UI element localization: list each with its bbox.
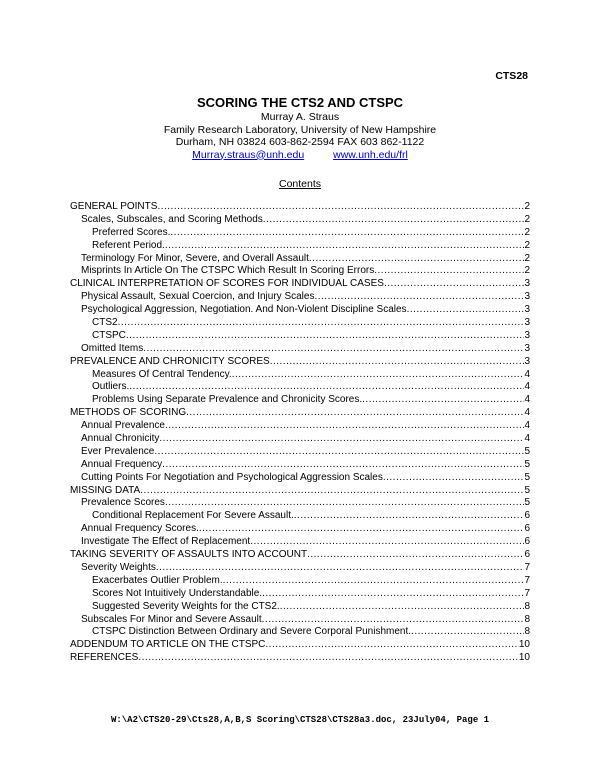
toc-dot-leader (294, 510, 525, 523)
toc-dot-leader (140, 485, 524, 498)
toc-entry-page: 5 (524, 471, 530, 483)
toc-dot-leader (126, 330, 525, 343)
toc-entry-label: Outliers. (92, 381, 130, 393)
toc-entry[interactable] (70, 588, 530, 601)
toc-entry[interactable] (70, 227, 530, 240)
toc-entry-label: Annual Frequency (81, 458, 163, 470)
toc-entry-page: 8 (524, 613, 530, 625)
toc-dot-leader (384, 278, 525, 291)
toc-dot-leader (165, 240, 525, 253)
toc-entry[interactable] (70, 201, 530, 214)
toc-entry-page: 7 (524, 561, 530, 573)
toc-entry[interactable] (70, 601, 530, 614)
toc-entry[interactable] (70, 652, 530, 665)
toc-dot-leader (154, 446, 524, 459)
toc-entry-page: 5 (524, 445, 530, 457)
address-line: Durham, NH 03824 603-862-2594 FAX 603 862-1122 (175, 136, 425, 148)
toc-dot-leader (156, 562, 525, 575)
toc-entry-label: ADDENDUM TO ARTICLE ON THE CTSPC (70, 639, 266, 651)
toc-entry-page: 10 (518, 639, 530, 651)
toc-dot-leader (407, 304, 525, 317)
toc-dot-leader (265, 639, 518, 652)
toc-entry-page: 6 (524, 549, 530, 561)
toc-entry-page: 6 (524, 510, 530, 522)
toc-entry-label: Preferred Scores. (92, 226, 171, 238)
toc-entry-label: Terminology For Minor, Severe, and Overall Assault (81, 252, 309, 264)
toc-entry-label: CTSPC (92, 329, 126, 341)
toc-dot-leader (232, 369, 525, 382)
toc-entry-label: Conditional Replacement For Severe Assault. (92, 510, 294, 522)
toc-entry[interactable] (70, 420, 530, 433)
toc-dot-leader (157, 201, 524, 214)
toc-entry-label: PREVALENCE AND CHRONICITY SCORES (70, 355, 270, 367)
toc-entry[interactable] (70, 214, 530, 227)
toc-dot-leader (280, 601, 525, 614)
toc-dot-leader (165, 497, 525, 510)
toc-entry-label: Scores Not Intuitively Understandable. (92, 587, 263, 599)
toc-entry-label: Psychological Aggression, Negotiation. And Non-Violent Discipline Scales (81, 304, 407, 316)
toc-entry-page: 10 (518, 652, 530, 664)
toc-entry-page: 6 (524, 536, 530, 548)
table-of-contents (70, 201, 530, 665)
toc-dot-leader (118, 317, 525, 330)
toc-entry-page: 4 (524, 368, 530, 380)
toc-entry[interactable] (70, 304, 530, 317)
toc-entry-label: MISSING DATA (70, 484, 141, 496)
toc-entry[interactable] (70, 485, 530, 498)
toc-dot-leader (270, 356, 525, 369)
toc-entry-page: 5 (524, 497, 530, 509)
toc-entry-label: Investigate The Effect of Replacement (81, 536, 251, 548)
toc-entry-page: 2 (524, 265, 530, 277)
toc-entry[interactable] (70, 356, 530, 369)
toc-entry-label: Ever Prevalence (81, 445, 155, 457)
toc-dot-leader (138, 652, 519, 665)
toc-entry-label: GENERAL POINTS (70, 201, 158, 212)
toc-entry[interactable] (70, 549, 530, 562)
toc-entry[interactable] (70, 614, 530, 627)
toc-entry-page: 5 (524, 484, 530, 496)
toc-entry[interactable] (70, 265, 530, 278)
toc-entry-label: CLINICAL INTERPRETATION OF SCORES FOR INDIVIDUAL CASES (70, 278, 384, 290)
toc-dot-leader (262, 614, 525, 627)
toc-entry[interactable] (70, 240, 530, 253)
toc-entry[interactable] (70, 497, 530, 510)
toc-entry-page: 3 (524, 278, 530, 290)
contact-links (0, 149, 600, 162)
toc-dot-leader (250, 536, 524, 549)
toc-dot-leader (129, 381, 524, 394)
toc-dot-leader (362, 394, 524, 407)
email-link[interactable]: Murray.straus@unh.edu (192, 148, 305, 161)
toc-dot-leader (314, 291, 524, 304)
toc-entry[interactable] (70, 343, 530, 356)
toc-dot-leader (186, 407, 524, 420)
toc-entry-label: Prevalence Scores (81, 497, 165, 509)
toc-entry-label: Suggested Severity Weights for the CTS2. (92, 600, 280, 612)
contents-heading: Contents (278, 178, 322, 190)
affiliation: Family Research Laboratory, University of New Hampshire (163, 123, 437, 136)
toc-entry[interactable] (70, 381, 530, 394)
toc-entry-label: Annual Frequency Scores. (81, 523, 199, 535)
toc-entry-page: 4 (524, 407, 530, 419)
toc-entry[interactable] (70, 472, 530, 485)
toc-entry-page: 5 (524, 458, 530, 470)
toc-entry-page: 3 (524, 304, 530, 316)
toc-entry[interactable] (70, 433, 530, 446)
toc-entry-page: 3 (524, 291, 530, 303)
toc-entry-label: CTSPC Distinction Between Ordinary and Severe Corporal Punishment. (92, 626, 412, 638)
toc-entry-label: Exacerbates Outlier Problem. (92, 574, 223, 586)
toc-entry-label: Problems Using Separate Prevalence and Chronicity Scores. (92, 394, 363, 406)
toc-dot-leader (309, 253, 525, 266)
toc-entry-page: 2 (524, 239, 530, 251)
toc-entry-label: Severity Weights (81, 561, 156, 573)
toc-entry-label: Physical Assault, Sexual Coercion, and Injury Scales (81, 291, 315, 303)
toc-dot-leader (383, 472, 525, 485)
toc-entry[interactable] (70, 446, 530, 459)
toc-dot-leader (374, 265, 524, 278)
toc-entry-page: 4 (524, 420, 530, 432)
document-header (0, 95, 600, 161)
toc-entry[interactable] (70, 510, 530, 523)
toc-entry-page: 3 (524, 355, 530, 367)
toc-entry-page: 3 (524, 342, 530, 354)
page-title: SCORING THE CTS2 AND CTSPC (196, 95, 404, 110)
toc-entry-label: METHODS OF SCORING (70, 407, 187, 419)
toc-entry-page: 4 (524, 381, 530, 393)
toc-entry[interactable] (70, 278, 530, 291)
toc-dot-leader (263, 214, 525, 227)
toc-entry[interactable] (70, 394, 530, 407)
toc-dot-leader (411, 626, 524, 639)
toc-entry[interactable] (70, 253, 530, 266)
toc-dot-leader (199, 523, 525, 536)
toc-entry-label: CTS2 (92, 317, 118, 329)
toc-dot-leader (262, 588, 524, 601)
toc-entry[interactable] (70, 562, 530, 575)
website-link[interactable]: www.unh.edu/frl (333, 148, 408, 161)
toc-entry-label: Subscales For Minor and Severe Assault (81, 613, 262, 625)
toc-entry-label: Annual Chronicity (81, 433, 160, 445)
toc-dot-leader (143, 343, 524, 356)
toc-entry-page: 2 (524, 201, 530, 212)
toc-entry-page: 7 (524, 587, 530, 599)
toc-entry[interactable] (70, 626, 530, 639)
toc-entry[interactable] (70, 330, 530, 343)
toc-entry[interactable] (70, 575, 530, 588)
toc-entry[interactable] (70, 459, 530, 472)
toc-entry-page: 8 (524, 600, 530, 612)
toc-dot-leader (223, 575, 525, 588)
toc-entry-page: 2 (524, 213, 530, 225)
toc-entry-label: Annual Prevalence (81, 420, 165, 432)
toc-entry-label: Scales, Subscales, and Scoring Methods (81, 213, 263, 225)
toc-entry-page: 2 (524, 252, 530, 264)
toc-entry-page: 3 (524, 329, 530, 341)
toc-entry-label: Referent Period. (92, 239, 165, 251)
document-code: CTS28 (495, 70, 528, 82)
toc-entry-label: Cutting Points For Negotiation and Psychological Aggression Scales (81, 471, 383, 483)
toc-entry[interactable] (70, 523, 530, 536)
toc-entry[interactable] (70, 639, 530, 652)
toc-entry-label: Measures Of Central Tendency. (92, 368, 232, 380)
toc-dot-leader (159, 433, 524, 446)
toc-entry-page: 4 (524, 433, 530, 445)
toc-dot-leader (170, 227, 524, 240)
toc-entry[interactable] (70, 317, 530, 330)
toc-entry-label: Misprints In Article On The CTSPC Which Result In Scoring Errors (81, 265, 375, 277)
toc-dot-leader (162, 459, 524, 472)
toc-entry-page: 4 (524, 394, 530, 406)
toc-entry-page: 3 (524, 317, 530, 329)
toc-entry[interactable] (70, 536, 530, 549)
toc-dot-leader (307, 549, 524, 562)
author-name: Murray A. Straus (260, 111, 340, 123)
page-footer: W:\A2\CTS20-29\Cts28,A,B,S Scoring\CTS28\CTS28a3.doc, 23July04, Page 1 (110, 715, 490, 725)
toc-entry-label: REFERENCES (70, 652, 139, 664)
toc-entry[interactable] (70, 369, 530, 382)
toc-entry[interactable] (70, 407, 530, 420)
toc-entry-page: 2 (524, 226, 530, 238)
toc-entry-label: TAKING SEVERITY OF ASSAULTS INTO ACCOUNT (70, 549, 308, 561)
toc-entry-page: 8 (524, 626, 530, 638)
toc-entry-page: 6 (524, 523, 530, 535)
toc-entry-label: Omitted Items (81, 342, 144, 354)
toc-entry[interactable] (70, 291, 530, 304)
toc-dot-leader (165, 420, 524, 433)
toc-entry-page: 7 (524, 574, 530, 586)
